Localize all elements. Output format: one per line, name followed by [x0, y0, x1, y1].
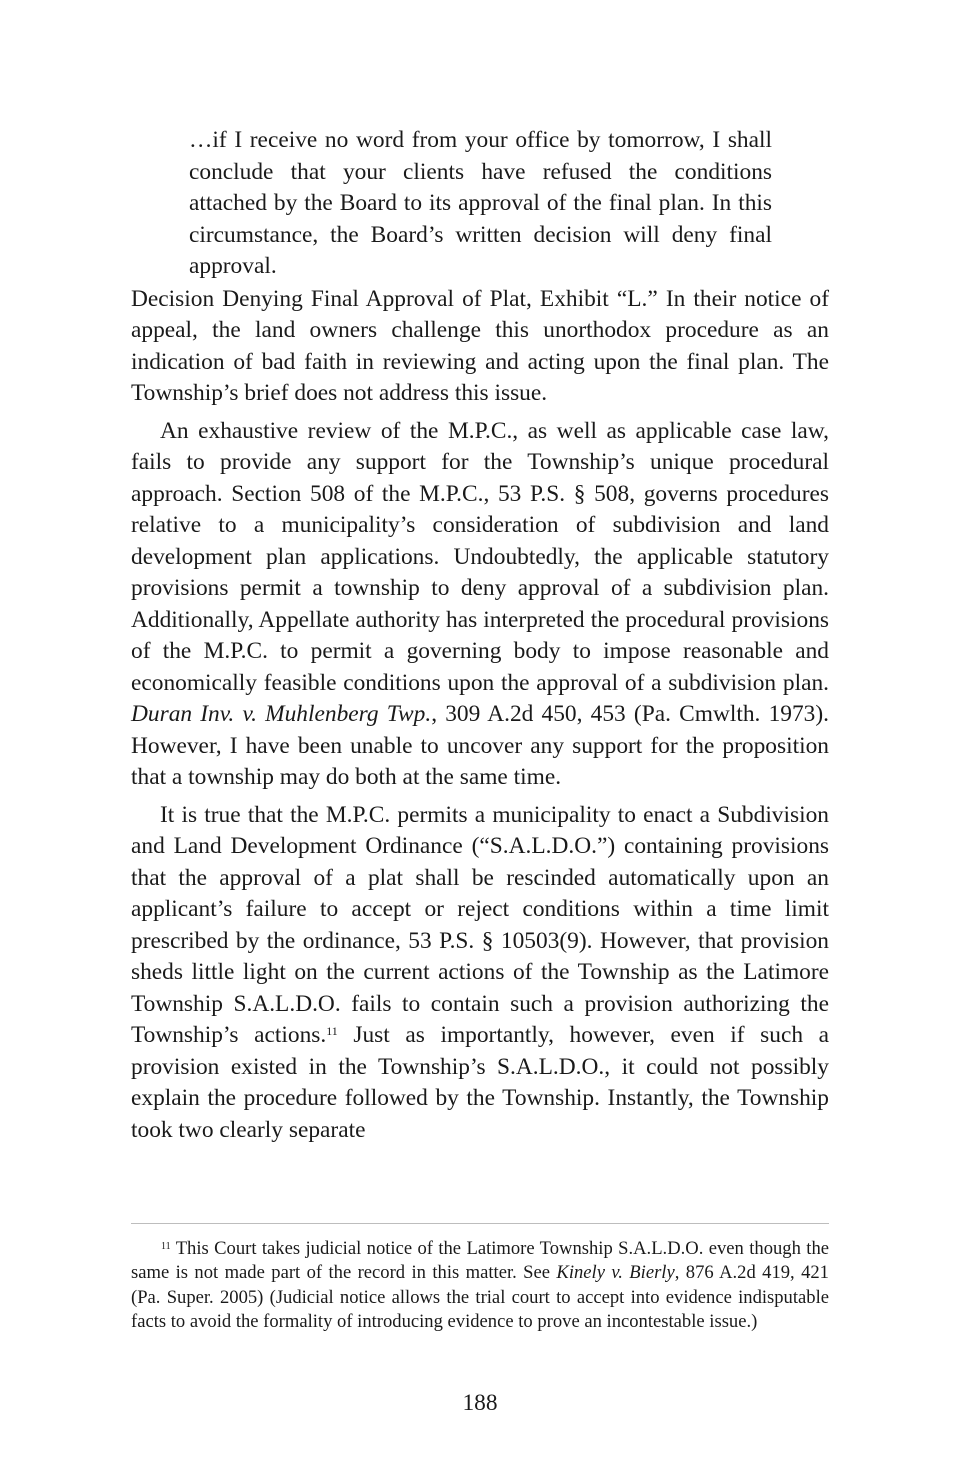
- page-body: [131, 125, 829, 1146]
- paragraph-mpc-permits: [131, 800, 829, 1147]
- block-quote: …if I receive no word from your office by tomorrow, I shall conclude that your clients have refused the conditions attached by the Board to its approval of the final plan. In this circumstance, the Board’s written decision will deny final approval.: [189, 127, 772, 279]
- paragraph-text: Just as importantly, however, even if such a provision existed in the Township’s S.A.L.D.O., it could not possibly explain the procedure followed by the Township. Instantly, the Township took two clearly separate: [131, 1022, 830, 1143]
- footnote-case-citation: Kinely v. Bierly: [556, 1262, 675, 1284]
- page-number: 188: [462, 1390, 498, 1416]
- footnote: [131, 1237, 829, 1335]
- footnote-text: , 876 A.2d 419, 421 (Pa. Super. 2005) (Judicial notice allows the trial court to accept into evidence indisputable facts to avoid the formality of introducing evidence to prove an incontestable issue.): [131, 1262, 829, 1333]
- footnote-text: This Court takes judicial notice of the Latimore Township S.A.L.D.O. even though the same is not made part of the record in this matter. See: [131, 1238, 829, 1284]
- case-citation: Duran Inv. v. Muhlenberg Twp.: [131, 701, 432, 727]
- footnote-number: 11: [161, 1241, 171, 1252]
- paragraph-decision-denying: Decision Denying Final Approval of Plat, Exhibit “L.” In their notice of appeal, the land owners challenge this unorthodox procedure as an indication of bad faith in reviewing and acting upon the final plan. The Township’s brief does not address this issue.: [131, 285, 829, 406]
- footnote-reference[interactable]: 11: [326, 1024, 338, 1038]
- paragraph-text: An exhaustive review of the M.P.C., as well as applicable case law, fails to provide any support for the Township’s unique procedural approach. Section 508 of the M.P.C., 53 P.S. § 508, governs procedures relative to a municipality’s consideration of subdivision and land development plan applications. Undoubtedly, the applicable statutory provisions permit a township to deny approval of a subdivision plan. Additionally, Appellate authority has interpreted the procedural provisions of the M.P.C. to permit a governing body to impose reasonable and economically feasible conditions upon the approval of a subdivision plan.: [131, 417, 829, 696]
- footnote-divider: [131, 1223, 829, 1224]
- paragraph-text: , 309 A.2d 450, 453 (Pa. Cmwlth. 1973). However, I have been unable to uncover any support for the proposition that a township may do both at the same time.: [131, 701, 829, 790]
- paragraph-exhaustive-review: [131, 416, 829, 794]
- paragraph-text: It is true that the M.P.C. permits a municipality to enact a Subdivision and Land Development Ordinance (“S.A.L.D.O.”) containing provisions that the approval of a plat shall be rescinded automatically upon an applicant’s failure to accept or reject conditions within a time limit prescribed by the ordinance, 53 P.S. § 10503(9). However, that provision sheds little light on the current actions of the Township as the Latimore Township S.A.L.D.O. fails to contain such a provision authorizing the Township’s actions.: [131, 801, 829, 1048]
